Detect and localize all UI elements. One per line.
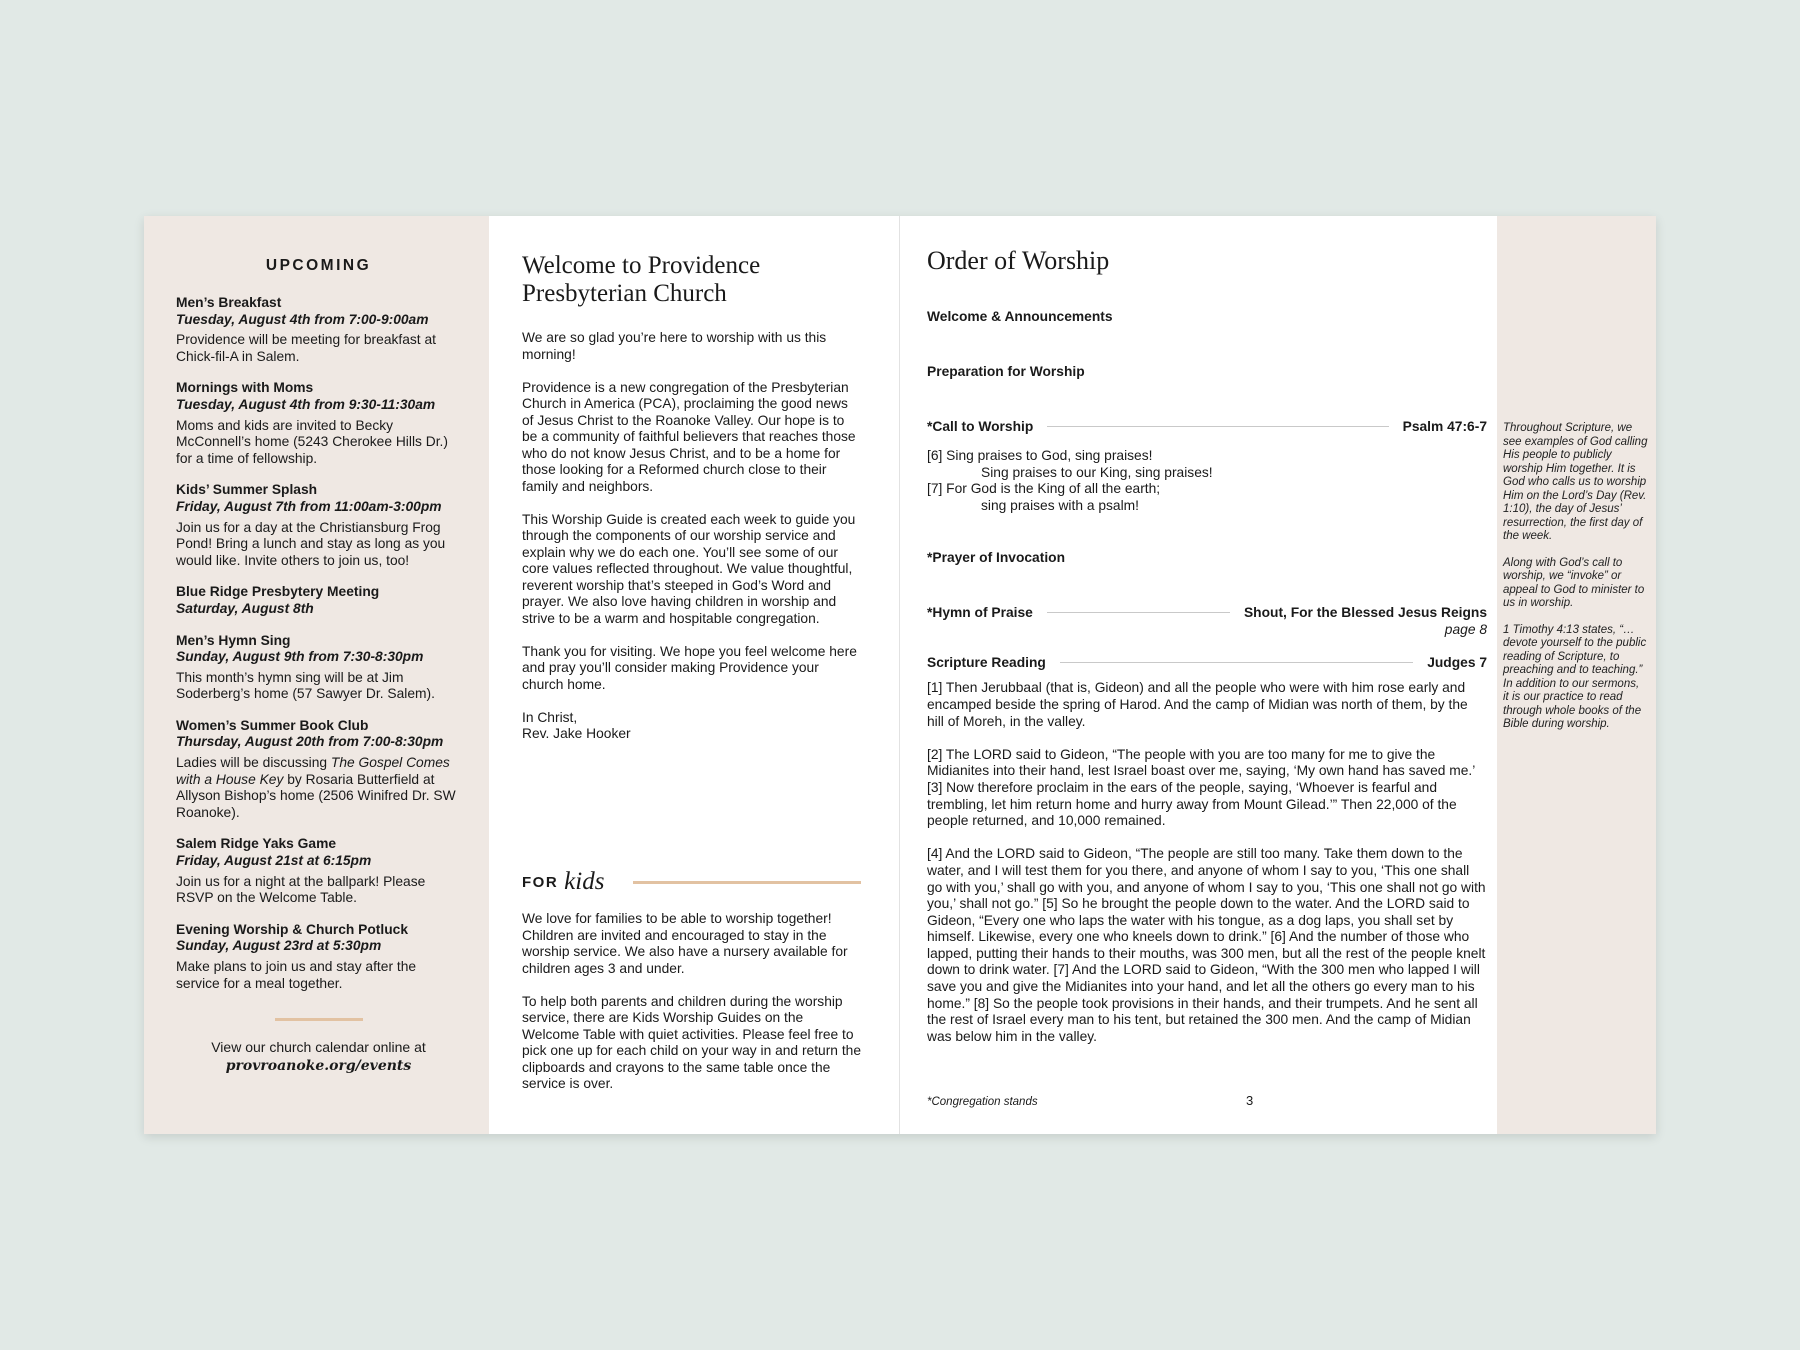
worship-item-scripture [927, 655, 1487, 670]
psalm-text [927, 448, 1487, 514]
event-title: Evening Worship & Church Potluck [176, 921, 409, 937]
book-title: The Gospel Comes with a House Key [176, 755, 450, 787]
psalm-line: [6] Sing praises to God, sing praises! [927, 448, 1153, 463]
side-note: Along with God’s call to worship, we “invoke” or appeal to God to minister to us in worship. [1503, 556, 1645, 609]
worship-item-hymn [927, 605, 1487, 620]
upcoming-heading: UPCOMING [265, 257, 372, 274]
event-description: Providence will be meeting for breakfast at Chick-fil-A in Salem. [176, 332, 436, 364]
kids-paragraph: To help both parents and children during the worship service, there are Kids Worship Guides on the Welcome Table with quiet activities. Please feel free to pick one up for each child on your way in and return the clipboards and crayons to the same table once the service is over. [522, 993, 861, 1091]
event-title: Men’s Hymn Sing [176, 632, 291, 648]
event-date: Sunday, August 23rd at 5:30pm [176, 938, 382, 954]
event-title: Men’s Breakfast [176, 295, 282, 310]
event-date: Sunday, August 9th from 7:30-8:30pm [176, 649, 424, 665]
psalm-line: Sing praises to our King, sing praises! [981, 464, 1213, 480]
scripture-paragraph: [2] The LORD said to Gideon, “The people with you are too many for me to give the Midianites into their hand, lest Israel boast over me, saying, ‘My own hand has saved me.’ [3] Now therefore proclaim in the ears of the people, saying, ‘Whoever is fearful and trembling, let him return home and hurry away from Mount Gilead.’” Then 22,000 of the people returned, and 10,000 remained. [927, 746, 1475, 829]
event-date: Tuesday, August 4th from 9:30-11:30am [176, 396, 436, 412]
event-item [176, 584, 461, 617]
signature-block [522, 710, 861, 743]
welcome-title: Welcome to Providence Presbyterian Church [522, 252, 761, 307]
welcome-paragraph: Thank you for visiting. We hope you feel welcome here and pray you’ll consider making Providence your church home. [522, 643, 857, 692]
kids-heading-for: FOR [522, 873, 559, 891]
order-of-worship-title: Order of Worship [927, 246, 1110, 275]
worship-item-label: *Call to Worship [927, 419, 1034, 434]
event-title: Mornings with Moms [176, 380, 314, 396]
event-title: Salem Ridge Yaks Game [176, 836, 337, 852]
worship-item-label: Welcome & Announcements [927, 309, 1113, 324]
event-date: Thursday, August 20th from 7:00-8:30pm [176, 734, 444, 750]
worship-item-call [927, 419, 1487, 434]
kids-rule [633, 881, 861, 884]
event-description: Moms and kids are invited to Becky McConnell’s home (5243 Cherokee Hills Dr.) for a time of fellowship. [176, 417, 448, 466]
scripture-text [927, 680, 1487, 1045]
event-item [176, 633, 461, 703]
worship-item-label: Scripture Reading [927, 655, 1046, 671]
event-item [176, 482, 461, 569]
welcome-paragraph: We are so glad you’re here to worship with us this morning! [522, 330, 827, 362]
event-date: Saturday, August 8th [176, 600, 314, 616]
event-description-text: by Rosaria Butterfield at Allyson Bishop’s home (2506 Winifred Dr. SW Roanoke). [176, 771, 456, 820]
kids-section [522, 911, 863, 1109]
event-item [176, 718, 461, 822]
event-description-text: Ladies will be discussing [176, 755, 331, 771]
event-item [176, 295, 461, 365]
kids-paragraph: We love for families to be able to worship together! Children are invited and encouraged to stay in the worship service. We also have a nursery available for children ages 3 and under. [522, 911, 848, 976]
psalm-line: [7] For God is the King of all the earth; [927, 481, 1161, 497]
worship-item-label: Preparation for Worship [927, 364, 1085, 379]
worship-panel [900, 216, 1497, 1134]
event-title: Blue Ridge Presbytery Meeting [176, 584, 380, 600]
worship-item [927, 309, 1487, 324]
footnote: *Congregation stands [927, 1096, 1038, 1108]
event-item [176, 380, 461, 467]
leader-line [1047, 612, 1230, 613]
side-note: 1 Timothy 4:13 states, “…devote yourself to the public reading of Scripture, to preaching and to teaching.” In addition to our sermons, it is our practice to read through whole books of the Bible during worship. [1503, 623, 1647, 730]
kids-heading [522, 868, 861, 896]
hymn-page: page 8 [1444, 622, 1487, 638]
event-date: Friday, August 7th from 11:00am-3:00pm [176, 498, 442, 514]
event-item [176, 836, 461, 906]
event-description: Make plans to join us and stay after the service for a meal together. [176, 959, 417, 991]
event-item [176, 922, 461, 992]
hymn-title: Shout, For the Blessed Jesus Reigns [1243, 605, 1487, 621]
event-description: This month’s hymn sing will be at Jim Soderberg’s home (57 Sawyer Dr. Salem). [176, 669, 435, 702]
side-notes-panel [1497, 216, 1656, 1134]
worship-item-label: *Prayer of Invocation [927, 550, 1066, 566]
psalm-line: sing praises with a psalm! [981, 497, 1139, 513]
welcome-panel [489, 216, 900, 1134]
page-number: 3 [1246, 1093, 1254, 1108]
scripture-paragraph: [1] Then Jerubbaal (that is, Gideon) and all the people who were with him rose early and encamped beside the spring of Harod. And the camp of Midian was north of them, by the hill of Moreh, in the valley. [927, 680, 1468, 729]
kids-heading-kids: kids [564, 868, 605, 895]
leader-line [1047, 426, 1388, 427]
worship-item-reference: Judges 7 [1427, 655, 1487, 671]
event-date: Friday, August 21st at 6:15pm [176, 853, 372, 869]
leader-line [1060, 662, 1413, 663]
event-description: Join us for a night at the ballpark! Please RSVP on the Welcome Table. [176, 873, 426, 906]
worship-item-label: *Hymn of Praise [927, 605, 1033, 621]
upcoming-panel [144, 216, 489, 1134]
closing: In Christ, [522, 709, 578, 725]
divider-rule [275, 1018, 363, 1021]
event-title: Kids’ Summer Splash [176, 482, 318, 498]
event-description: Join us for a day at the Christiansburg Frog Pond! Bring a lunch and stay as long as you would like. Invite others to join us, too! [176, 519, 446, 568]
event-description [176, 755, 461, 821]
worship-item [927, 364, 1487, 379]
calendar-text: View our church calendar online at [211, 1039, 426, 1056]
event-date: Tuesday, August 4th from 7:00-9:00am [176, 311, 429, 327]
welcome-paragraph: Providence is a new congregation of the Presbyterian Church in America (PCA), proclaiming the good news of Jesus Christ to the Roanoke Valley. Our hope is to be a community of faithful believers that reaches those who do not know Jesus Christ, and to be a home for those looking for a Reformed church close to their family and neighbors. [522, 379, 856, 494]
side-note: Throughout Scripture, we see examples of God calling His people to publicly worship Him together. It is God who calls us to worship Him on the Lord’s Day (Rev. 1:10), the day of Jesus’ resurrection, the first day of the week. [1503, 422, 1648, 542]
worship-item [927, 550, 1487, 565]
bulletin-spread [144, 216, 1656, 1134]
calendar-url: provroanoke.org/events [225, 1058, 412, 1075]
worship-item-reference: Psalm 47:6-7 [1402, 419, 1487, 434]
signature: Rev. Jake Hooker [522, 726, 631, 741]
scripture-paragraph: [4] And the LORD said to Gideon, “The people are still too many. Take them down to the water, and I will test them for you there, and anyone of whom I say to you, ‘This one shall go with you,’ shall go with you, and anyone of whom I say to you, ‘This one shall not go with you,’ shall not go.” [5] So he brought the people down to the water. And the LORD said to Gideon, “Every one who laps the water with his tongue, as a dog laps, you shall set by himself. Likewise, every one who kneels down to drink.” [6] And the number of those who lapped, putting their hands to their mouths, was 300 men, but all the rest of the people knelt down to drink water. [7] And the LORD said to Gideon, “With the 300 men who lapped I will save you and give the Midianites into your hand, and let all the others go every man to his home.” [8] So the people took provisions in their hands, and their trumpets. And he sent all the rest of Israel every man to his tent, but retained the 300 men. And the camp of Midian was below him in the valley. [927, 846, 1486, 1044]
welcome-paragraph: This Worship Guide is created each week to guide you through the components of our worship service and explain why we do each one. You’ll see some of our core values reflected throughout. We value thoughtful, reverent worship that’s steeped in God’s Word and prayer. We also love having children in worship and strive to be a warm and hospitable congregation. [522, 511, 856, 626]
event-title: Women’s Summer Book Club [176, 717, 369, 733]
